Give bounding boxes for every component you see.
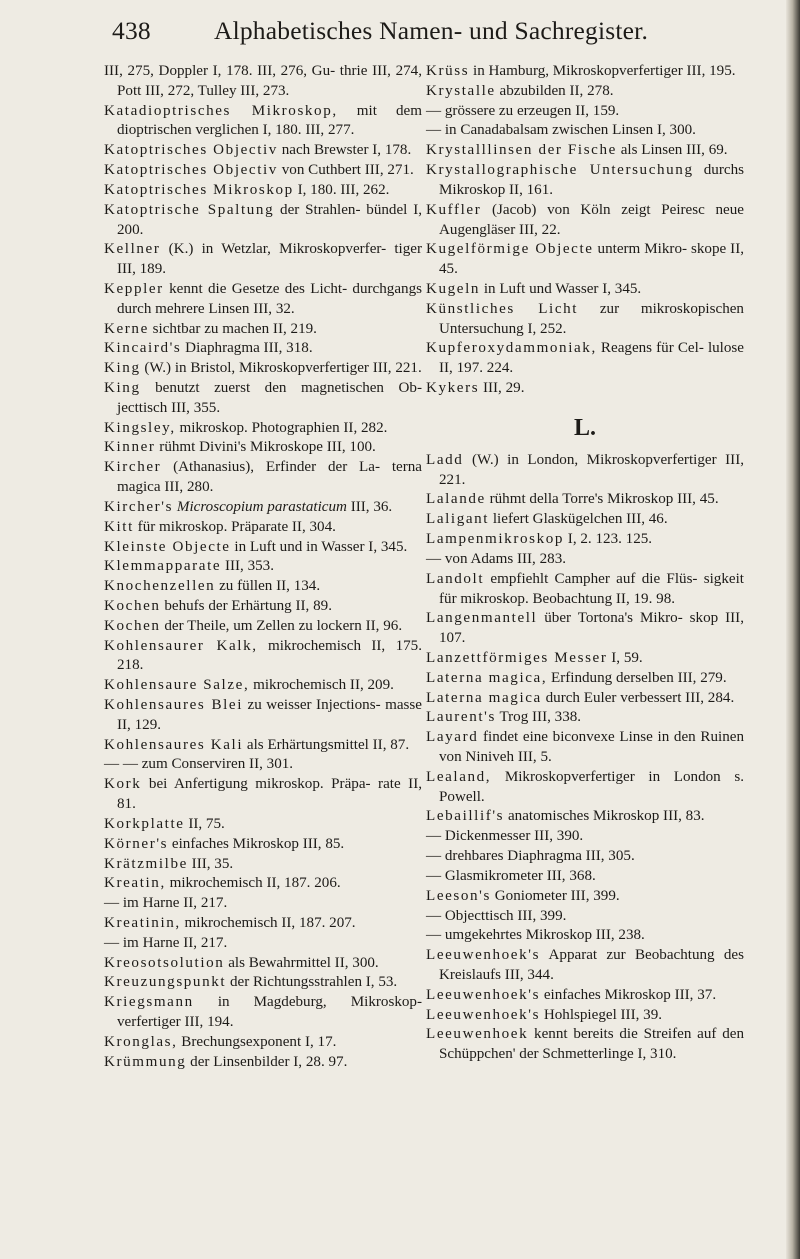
index-keyword: Kitt — [104, 518, 134, 535]
index-keyword: Lampenmikroskop — [426, 531, 565, 548]
index-entry — [104, 201, 422, 241]
index-keyword: Kronglas, — [104, 1033, 178, 1050]
index-keyword: Kinner — [104, 439, 156, 456]
index-references: mikrochemisch II, 209. — [249, 677, 394, 694]
index-keyword: King — [104, 360, 141, 377]
index-keyword: Kugeln — [426, 280, 481, 297]
index-keyword: Kuffler — [426, 201, 482, 218]
index-keyword: Kochen — [104, 617, 161, 634]
index-entry — [426, 121, 744, 141]
index-entry — [426, 708, 744, 728]
index-entry — [104, 498, 422, 518]
index-keyword: Kreatinin, — [104, 914, 181, 931]
index-references: in Hamburg, Mikroskopverfertiger III, 195. — [469, 63, 736, 79]
index-references: bei Anfertigung mikroskop. Präpa- rate II, 81. — [117, 776, 422, 813]
index-entry — [426, 946, 744, 986]
index-entry — [104, 1053, 422, 1073]
index-keyword: Kincaird's — [104, 340, 182, 357]
index-references: durch Euler verbessert III, 284. — [541, 689, 735, 706]
index-entry — [426, 62, 744, 82]
index-references: kennt die Gesetze des Licht- durchgangs durch mehrere Linsen III, 32. — [117, 280, 422, 317]
index-entries-k — [426, 62, 744, 399]
index-entry — [426, 907, 744, 927]
index-entry — [426, 986, 744, 1006]
index-keyword: Laterna magica — [426, 689, 542, 706]
index-keyword: Krätzmilbe — [104, 855, 188, 872]
index-references: III, 275, Doppler I, 178. III, 276, Gu- thrie III, 274, Pott III, 272, Tulley III, 273. — [104, 63, 422, 99]
index-entry — [426, 1025, 744, 1065]
index-keyword: Kleinste Objecte — [104, 538, 231, 555]
index-entry — [426, 102, 744, 122]
index-entry — [104, 458, 422, 498]
index-entry — [104, 954, 422, 974]
index-keyword: Keppler — [104, 280, 164, 297]
index-keyword: Krystalle — [426, 82, 496, 99]
index-entry — [426, 887, 744, 907]
index-references: I, 59. — [607, 649, 643, 666]
index-entry — [426, 161, 744, 201]
index-entry — [104, 637, 422, 677]
page-binding-edge — [786, 0, 800, 1259]
index-entry — [104, 438, 422, 458]
index-references: — von Adams III, 283. — [426, 550, 567, 567]
index-entry — [104, 775, 422, 815]
index-keyword: Lalande — [426, 491, 486, 508]
index-entry — [104, 240, 422, 280]
index-entry — [104, 973, 422, 993]
page-header — [112, 16, 672, 46]
index-entry — [104, 835, 422, 855]
index-entry — [104, 577, 422, 597]
page-title: Alphabetisches Namen- und Sachregister. — [213, 16, 649, 45]
index-references: einfaches Mikroskop III, 85. — [168, 835, 345, 852]
index-references: — Glasmikrometer III, 368. — [426, 867, 596, 884]
index-keyword: Lealand, — [426, 768, 492, 785]
index-references: abzubilden II, 278. — [495, 82, 614, 99]
index-entry — [104, 934, 422, 954]
index-entry — [104, 597, 422, 617]
index-keyword: Katoptrische Spaltung — [104, 201, 275, 218]
index-references: zu weisser Injections- masse II, 129. — [117, 697, 422, 733]
index-references: I, 180. III, 262. — [293, 181, 390, 198]
index-keyword: Katoptrisches Objectiv — [104, 162, 278, 179]
index-entry — [426, 82, 744, 102]
index-entry — [104, 914, 422, 934]
index-keyword: Kugelförmige Objecte — [426, 241, 594, 258]
index-keyword: Krümmung — [104, 1053, 187, 1070]
index-references: III, 353. — [221, 558, 275, 575]
index-references: — Objecttisch III, 399. — [426, 907, 567, 924]
index-references: durchs Mikroskop II, 161. — [439, 162, 744, 198]
index-keyword: Leeuwenhoek — [426, 1026, 529, 1043]
index-keyword: Kohlensaure Salze, — [104, 677, 250, 694]
index-references: Diaphragma III, 318. — [181, 340, 313, 357]
index-keyword: Lebaillif's — [426, 808, 505, 825]
index-keyword: Kohlensaures Kali — [104, 736, 244, 753]
index-references: Mikroskopverfertiger in London s. Powell. — [439, 768, 744, 805]
index-keyword: Korkplatte — [104, 815, 185, 832]
index-entry — [426, 609, 744, 649]
index-entry — [104, 894, 422, 914]
index-entry — [426, 768, 744, 808]
index-references: II, 75. — [184, 815, 225, 832]
index-references: zur mikroskopischen Untersuchung I, 252. — [439, 300, 744, 337]
index-keyword: Kriegsmann — [104, 994, 194, 1011]
index-entry — [104, 617, 422, 637]
index-keyword: Katadioptrisches Mikroskop, — [104, 102, 338, 119]
index-entry — [426, 847, 744, 867]
index-references: — im Harne II, 217. — [104, 895, 228, 912]
index-references: — umgekehrtes Mikroskop III, 238. — [426, 927, 645, 944]
index-entry — [104, 339, 422, 359]
index-column-right — [426, 62, 744, 1065]
index-references: Goniometer III, 399. — [490, 887, 620, 904]
index-entry — [426, 728, 744, 768]
index-references: Hohlspiegel III, 39. — [540, 1006, 663, 1023]
index-references: — im Harne II, 217. — [104, 934, 228, 951]
index-references: mit dem dioptrischen verglichen I, 180. III, 277. — [117, 102, 422, 139]
index-entry — [104, 419, 422, 439]
index-references: (Athanasius), Erfinder der La- terna magica III, 280. — [117, 459, 422, 496]
index-references: für mikroskop. Präparate II, 304. — [133, 518, 336, 535]
index-references: (Jacob) von Köln zeigt Peiresc neue Augengläser III, 22. — [439, 201, 744, 238]
index-keyword: Künstliches Licht — [426, 300, 579, 317]
index-keyword: Ladd — [426, 451, 464, 468]
index-entry — [426, 530, 744, 550]
index-references: unterm Mikro- skope II, 45. — [439, 241, 745, 278]
index-keyword: Lanzettförmiges Messer — [426, 649, 608, 666]
index-references: sichtbar zu machen II, 219. — [148, 320, 317, 337]
index-references: Erfindung derselben III, 279. — [547, 669, 727, 686]
index-keyword: Krystallographische Untersuchung — [426, 162, 694, 179]
index-references: kennt bereits die Streifen auf den Schüppchen' der Schmetterlinge I, 310. — [439, 1026, 744, 1063]
index-references: mikrochemisch II, 187. 206. — [165, 875, 341, 892]
index-references: in Luft und Wasser I, 345. — [480, 280, 642, 297]
index-references: der Linsenbilder I, 28. 97. — [186, 1053, 348, 1070]
index-entry — [104, 815, 422, 835]
index-references: rühmt della Torre's Mikroskop III, 45. — [485, 491, 719, 508]
index-entry — [104, 696, 422, 736]
index-keyword: Klemmapparate — [104, 558, 222, 575]
index-italic-title: Microscopium parastaticum — [173, 498, 347, 515]
index-entry — [426, 1006, 744, 1026]
index-keyword: Kreuzungspunkt — [104, 974, 227, 991]
index-entry — [104, 359, 422, 379]
index-references: III, 29. — [479, 380, 525, 396]
index-references: der Richtungsstrahlen I, 53. — [226, 974, 398, 991]
index-entry — [426, 201, 744, 241]
index-keyword: Kohlensaurer Kalk, — [104, 637, 258, 654]
index-references: — Dickenmesser III, 390. — [426, 828, 584, 845]
index-entry — [104, 855, 422, 875]
index-references: liefert Glaskügelchen III, 46. — [489, 511, 668, 528]
index-references: in Magdeburg, Mikroskop- verfertiger III, 194. — [117, 994, 422, 1030]
index-keyword: Leeuwenhoek's — [426, 1006, 541, 1023]
index-entry — [104, 102, 422, 142]
index-entry — [104, 62, 422, 102]
index-references: einfaches Mikroskop III, 37. — [540, 986, 717, 1003]
index-keyword: Kerne — [104, 320, 149, 337]
index-entry — [426, 339, 744, 379]
index-entry — [426, 280, 744, 300]
index-entry — [426, 827, 744, 847]
index-references: anatomisches Mikroskop III, 83. — [504, 808, 705, 825]
index-references: der Strahlen- bündel I, 200. — [117, 201, 422, 238]
index-entry — [426, 141, 744, 161]
index-references: Trog III, 338. — [495, 709, 582, 726]
index-keyword: Körner's — [104, 835, 169, 852]
index-entry — [426, 379, 744, 399]
index-entry — [426, 867, 744, 887]
index-keyword: Krüss — [426, 63, 470, 79]
index-keyword: Kochen — [104, 597, 161, 614]
index-references: zu füllen II, 134. — [215, 578, 321, 595]
index-references: I, 2. 123. 125. — [564, 531, 653, 548]
index-keyword: Kircher — [104, 459, 162, 476]
index-entry — [426, 240, 744, 280]
index-keyword: Kreatin, — [104, 875, 166, 892]
index-references: über Tortona's Mikro- skop III, 107. — [439, 610, 744, 647]
index-entry — [426, 807, 744, 827]
index-entry — [104, 557, 422, 577]
index-column-left — [104, 62, 422, 1072]
section-letter-l: L. — [573, 414, 596, 441]
index-entry — [104, 676, 422, 696]
index-entry — [426, 451, 744, 491]
index-entry — [104, 736, 422, 756]
index-entry — [104, 993, 422, 1033]
index-keyword: Kellner — [104, 241, 161, 258]
index-entry — [104, 141, 422, 161]
index-keyword: Kork — [104, 776, 142, 793]
index-entry — [426, 550, 744, 570]
index-references: der Theile, um Zellen zu lockern II, 96. — [160, 617, 403, 634]
index-entry — [426, 649, 744, 669]
index-entry — [104, 161, 422, 181]
index-keyword: Kupferoxydammoniak, — [426, 340, 597, 357]
index-keyword: Laterna magica, — [426, 669, 548, 686]
page-number: 438 — [112, 16, 151, 45]
index-references: nach Brewster I, 178. — [277, 142, 412, 159]
index-keyword: Langenmantell — [426, 610, 538, 627]
index-entry — [104, 181, 422, 201]
index-references: — drehbares Diaphragma III, 305. — [426, 848, 635, 865]
index-entries-l — [426, 451, 744, 1065]
index-references: mikroskop. Photographien II, 282. — [175, 419, 388, 436]
index-keyword: Laurent's — [426, 709, 496, 726]
index-references: mikrochemisch II, 175. 218. — [117, 637, 422, 674]
index-keyword: Leeson's — [426, 887, 491, 904]
index-references: behufs der Erhärtung II, 89. — [160, 597, 332, 614]
index-references: als Linsen III, 69. — [616, 142, 728, 159]
index-entry — [426, 689, 744, 709]
index-references: benutzt zuerst den magnetischen Ob- jecttisch III, 355. — [117, 380, 422, 416]
index-entry — [426, 510, 744, 530]
index-references: (W.) in London, Mikroskopverfertiger III, 221. — [439, 451, 744, 488]
index-keyword: Landolt — [426, 570, 485, 587]
index-entry — [104, 379, 422, 419]
index-references: — grössere zu erzeugen II, 159. — [426, 102, 620, 119]
index-keyword: King — [104, 380, 141, 396]
index-entry — [104, 280, 422, 320]
index-entry — [426, 926, 744, 946]
index-keyword: Layard — [426, 729, 479, 746]
index-references: empfiehlt Campher auf die Flüs- sigkeit für mikroskop. Beobachtung II, 19. 98. — [439, 570, 744, 607]
index-references: (K.) in Wetzlar, Mikroskopverfer- tiger III, 189. — [117, 241, 422, 278]
index-keyword: Katoptrisches Mikroskop — [104, 181, 294, 198]
index-references: mikrochemisch II, 187. 207. — [180, 914, 356, 931]
index-keyword: Kreosotsolution — [104, 954, 225, 971]
index-references: von Cuthbert III, 271. — [277, 162, 414, 179]
index-references: III, 36. — [346, 498, 393, 515]
index-references: rühmt Divini's Mikroskope III, 100. — [155, 439, 376, 456]
index-references: findet eine biconvexe Linse in den Ruinen von Niniveh III, 5. — [439, 729, 744, 765]
index-entry — [426, 490, 744, 510]
index-entry — [104, 320, 422, 340]
index-entry — [104, 518, 422, 538]
index-keyword: Laligant — [426, 511, 490, 528]
index-entry — [426, 300, 744, 340]
index-references: als Erhärtungsmittel II, 87. — [243, 736, 410, 753]
index-references: in Luft und in Wasser I, 345. — [230, 538, 408, 555]
index-entry — [104, 874, 422, 894]
index-keyword: Leeuwenhoek's — [426, 986, 541, 1003]
index-keyword: Krystalllinsen der Fische — [426, 142, 617, 159]
index-references: als Bewahrmittel II, 300. — [224, 954, 379, 971]
index-keyword: Katoptrisches Objectiv — [104, 142, 278, 159]
index-entry — [426, 669, 744, 689]
index-keyword: Leeuwenhoek's — [426, 947, 541, 964]
index-keyword: Knochenzellen — [104, 578, 216, 595]
index-entry — [104, 538, 422, 558]
index-keyword: Kingsley, — [104, 419, 176, 436]
index-entry — [104, 755, 422, 775]
index-keyword: Kykers — [426, 380, 480, 396]
index-references: — — zum Conserviren II, 301. — [104, 756, 294, 773]
index-entry — [104, 1033, 422, 1053]
index-references: Apparat zur Beobachtung des Kreislaufs III, 344. — [439, 947, 744, 983]
index-references: Reagens für Cel- lulose II, 197. 224. — [439, 340, 744, 377]
index-entry — [426, 570, 744, 610]
index-references: (W.) in Bristol, Mikroskopverfertiger III, 221. — [140, 360, 422, 377]
index-references: Brechungsexponent I, 17. — [177, 1033, 337, 1050]
index-keyword: Kohlensaures Blei — [104, 697, 244, 713]
index-keyword: Kircher's — [104, 498, 174, 515]
index-references: III, 35. — [187, 855, 234, 872]
index-references: — in Canadabalsam zwischen Linsen I, 300. — [426, 122, 696, 139]
